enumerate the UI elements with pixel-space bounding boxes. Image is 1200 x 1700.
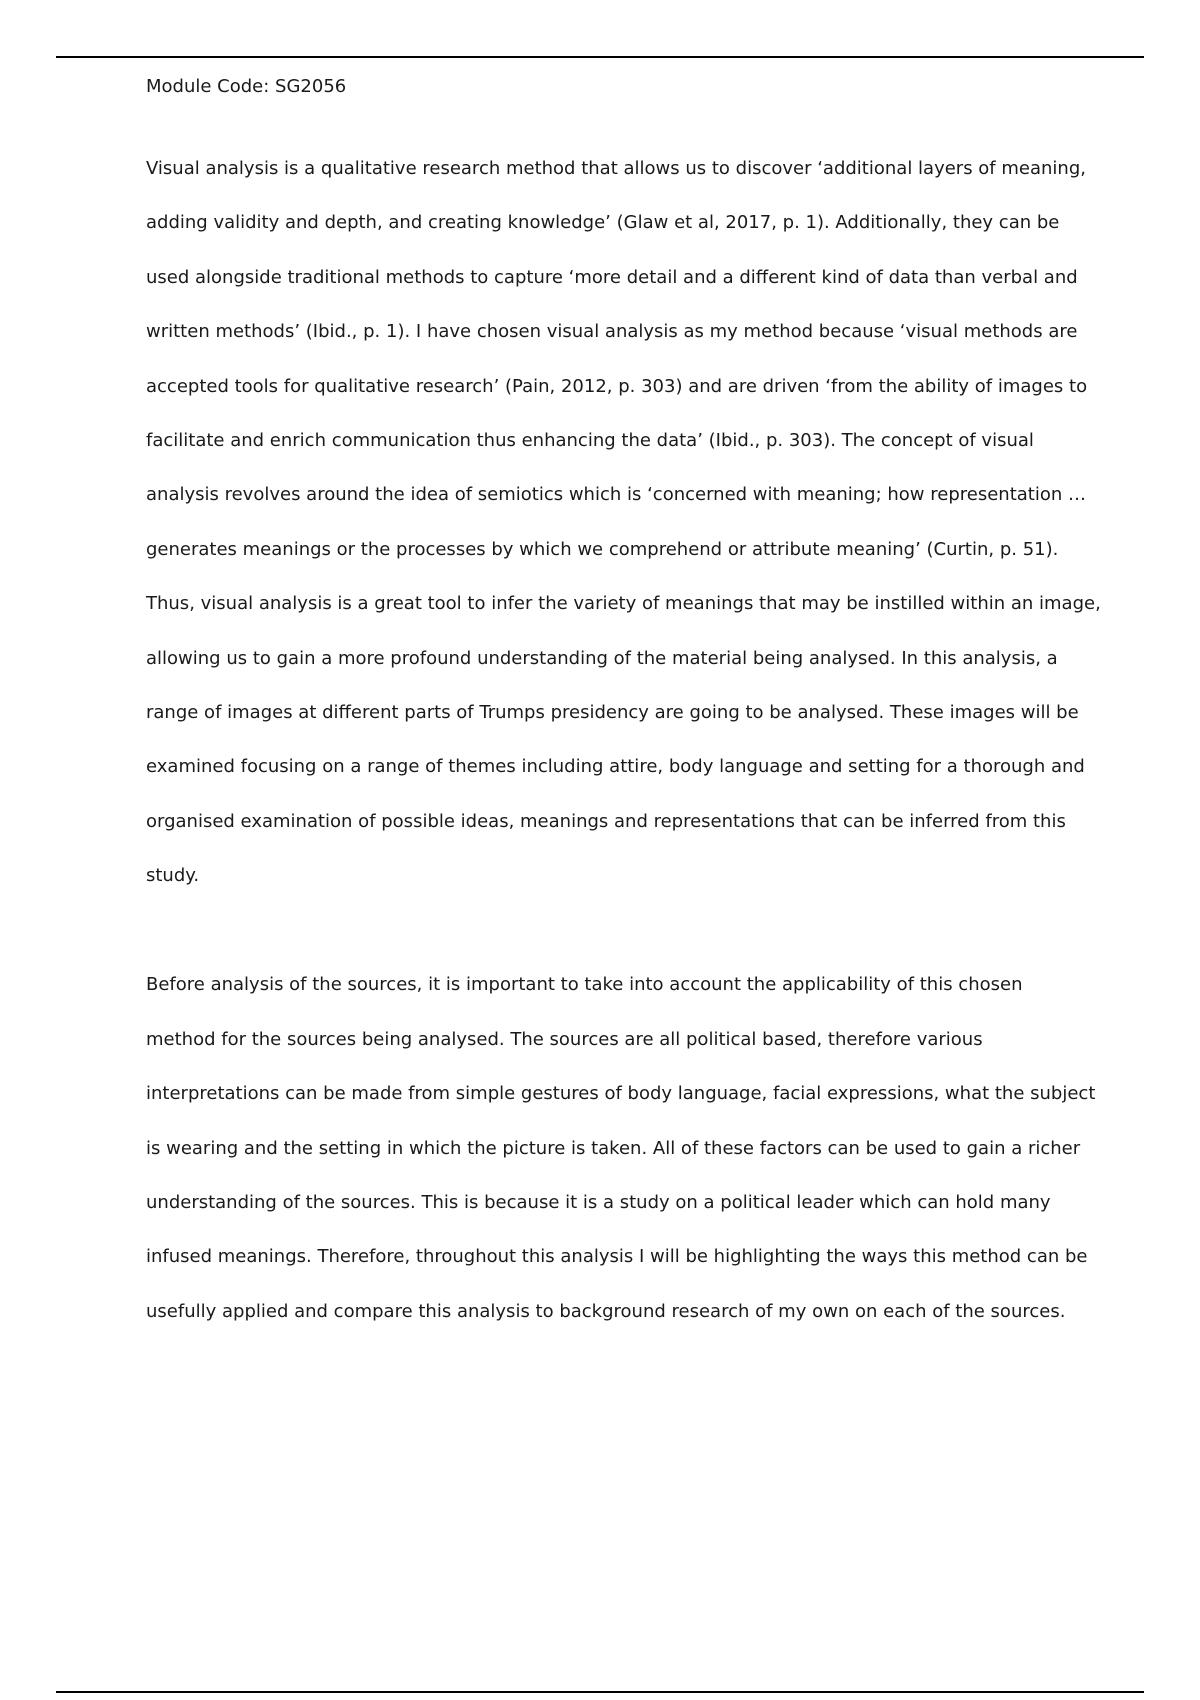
paragraph-line: organised examination of possible ideas, meanings and representations that can be inferred from this [146,810,1066,832]
paragraph-line: analysis revolves around the idea of semiotics which is ‘concerned with meaning; how representation … [146,484,1086,506]
paragraph-line: written methods’ (Ibid., p. 1). I have chosen visual analysis as my method because ‘visual methods are [146,321,1078,343]
paragraph-line: usefully applied and compare this analysis to background research of my own on each of the sources. [146,1300,1066,1322]
bottom-rule [56,1691,1144,1693]
paragraph-line: examined focusing on a range of themes including attire, body language and setting for a thorough and [146,756,1085,778]
paragraph-line: is wearing and the setting in which the picture is taken. All of these factors can be used to gain a richer [146,1137,1081,1159]
paragraph-line: Visual analysis is a qualitative research method that allows us to discover ‘additional layers of meaning, [146,158,1086,179]
paragraph-line: range of images at different parts of Trumps presidency are going to be analysed. These images will be [146,701,1079,723]
paragraph-applicability [146,958,1096,1339]
paragraph-line: facilitate and enrich communication thus enhancing the data’ (Ibid., p. 303). The concept of visual [146,429,1034,451]
paragraph-visual-analysis [146,142,1101,903]
module-code-header: Module Code: SG2056 [146,76,347,97]
paragraph-line: study. [146,865,200,887]
top-rule [56,56,1144,58]
paragraph-line: Before analysis of the sources, it is important to take into account the applicability of this chosen [146,974,1023,996]
paragraph-line: adding validity and depth, and creating knowledge’ (Glaw et al, 2017, p. 1). Additionally, they can be [146,212,1060,234]
paragraph-line: understanding of the sources. This is because it is a study on a political leader which can hold many [146,1192,1051,1214]
paragraph-line: interpretations can be made from simple gestures of body language, facial expressions, what the subject [146,1083,1096,1105]
paragraph-line: Thus, visual analysis is a great tool to infer the variety of meanings that may be instilled within an image, [146,593,1101,615]
paragraph-line: method for the sources being analysed. The sources are all political based, therefore various [146,1028,983,1050]
paragraph-line: generates meanings or the processes by which we comprehend or attribute meaning’ (Curtin, p. 51). [146,538,1059,560]
paragraph-line: allowing us to gain a more profound understanding of the material being analysed. In this analysis, a [146,647,1058,669]
paragraph-line: used alongside traditional methods to capture ‘more detail and a different kind of data than verbal and [146,266,1078,288]
paragraph-line: infused meanings. Therefore, throughout this analysis I will be highlighting the ways this method can be [146,1246,1088,1268]
document-body [146,70,1101,1339]
paragraph-line: accepted tools for qualitative research’ (Pain, 2012, p. 303) and are driven ‘from the ability of images to [146,375,1088,397]
